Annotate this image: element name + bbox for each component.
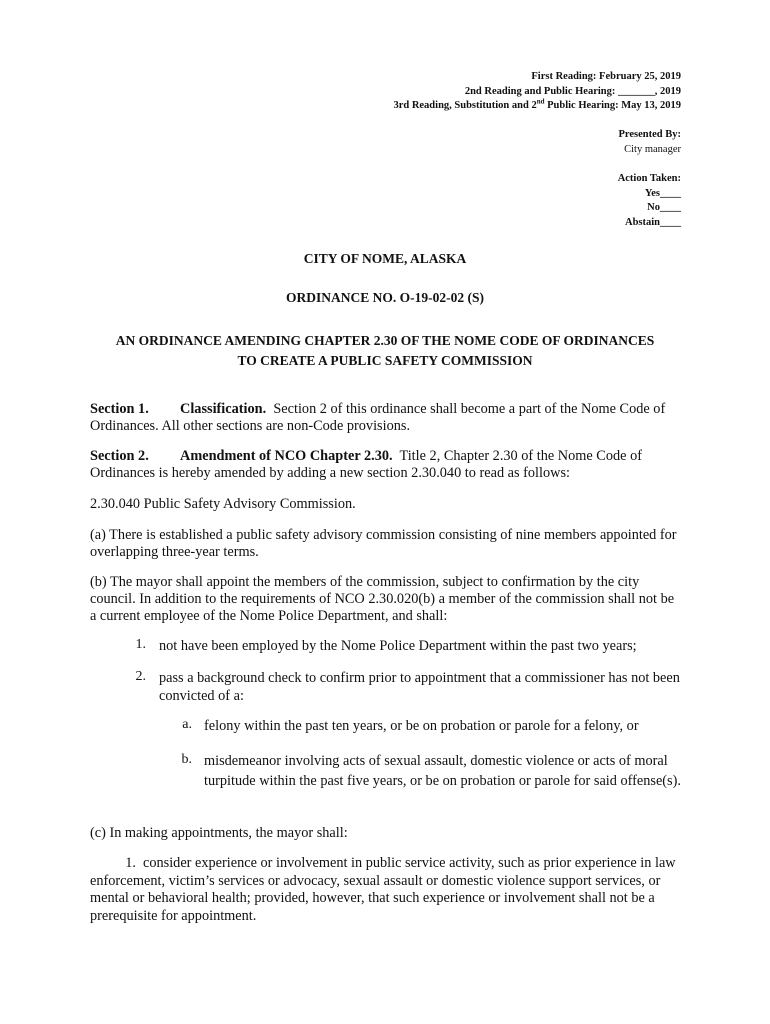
- section-1-text: Section 2 of this ordinance shall become a part of the Nome Code of Ordinances. All other sections are non-Code provisions.: [90, 401, 666, 434]
- third-reading: 3rd Reading, Substitution and 2nd Public Hearing: May 13, 2019: [393, 97, 681, 111]
- paragraph-c-item-1: [90, 855, 682, 925]
- action-taken: [618, 172, 681, 230]
- second-reading: 2nd Reading and Public Hearing: _______, 2019: [464, 85, 681, 97]
- item-2-text: pass a background check to confirm prior to appointment that a commissioner has not been convicted of a:: [159, 670, 680, 704]
- vote-abstain: Abstain____: [624, 216, 681, 228]
- c-item-1-number: 1.: [125, 855, 136, 871]
- subsection-title: 2.30.040 Public Safety Advisory Commission.: [90, 496, 356, 512]
- section-2-label: Section 2.: [90, 448, 149, 464]
- first-reading: First Reading: February 25, 2019: [531, 71, 681, 82]
- item-a-letter: a.: [182, 717, 192, 732]
- item-a-text: felony within the past ten years, or be on probation or parole for a felony, or: [204, 718, 639, 734]
- ordinance-heading: AN ORDINANCE AMENDING CHAPTER 2.30 OF THE NOME CODE OF ORDINANCES TO CREATE A PUBLIC SAFETY COMMISSION: [115, 333, 655, 368]
- paragraph-b: (b) The mayor shall appoint the members of the commission, subject to confirmation by the city council. In addition to the requirements of NCO 2.30.020(b) a member of the commission shall not be a current employee of the Nome Police Department, and shall:: [90, 574, 675, 624]
- c-item-1-text: consider experience or involvement in public service activity, such as prior experience in law enforcement, victim’s services or advocacy, sexual assault or domestic violence support services, or mental or behavioral health; provided, however, that such experience or involvement shall not be a prerequisite for appointment.: [90, 855, 676, 924]
- city-title: CITY OF NOME, ALASKA: [303, 251, 467, 266]
- vote-yes: Yes____: [644, 187, 681, 199]
- presented-by-value: City manager: [624, 143, 681, 155]
- item-b-text: misdemeanor involving acts of sexual assault, domestic violence or acts of moral turpitude within the past five years, or be on probation or parole for said offense(s).: [204, 753, 681, 789]
- section-1-label: Section 1.: [90, 401, 149, 417]
- item-1-text: not have been employed by the Nome Police Department within the past two years;: [159, 638, 637, 654]
- action-taken-label: Action Taken:: [617, 173, 681, 184]
- section-1-heading: Classification.: [180, 401, 267, 417]
- presented-by-label: Presented By:: [618, 129, 681, 140]
- ordinance-number: ORDINANCE NO. O-19-02-02 (S): [286, 290, 484, 305]
- section-2: [90, 448, 682, 482]
- item-2-number: 2.: [135, 669, 146, 684]
- paragraph-a: (a) There is established a public safety advisory commission consisting of nine members appointed for overlapping three-year terms.: [90, 527, 677, 560]
- section-1: [90, 401, 682, 435]
- item-1-number: 1.: [135, 637, 146, 652]
- presented-by: [618, 128, 681, 157]
- paragraph-c: (c) In making appointments, the mayor shall:: [90, 825, 348, 841]
- section-2-text: Title 2, Chapter 2.30 of the Nome Code of Ordinances is hereby amended by adding a new section 2.30.040 to read as follows:: [90, 448, 642, 481]
- section-2-heading: Amendment of NCO Chapter 2.30.: [180, 448, 393, 464]
- vote-no: No____: [647, 202, 681, 213]
- reading-schedule: [393, 70, 681, 114]
- item-b-letter: b.: [181, 752, 192, 767]
